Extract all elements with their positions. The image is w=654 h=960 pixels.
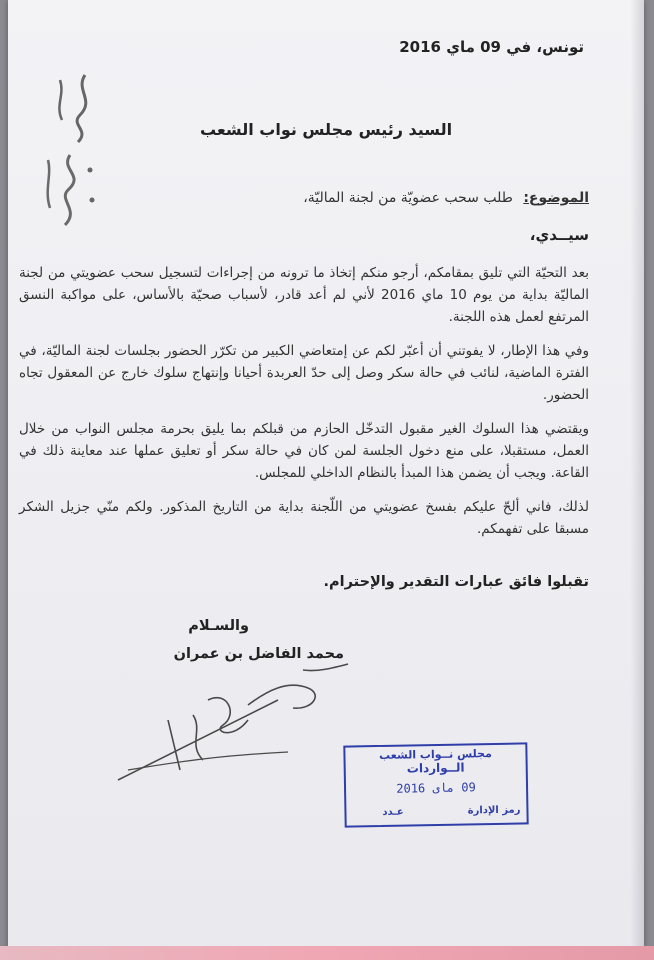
subject-line xyxy=(89,190,589,206)
addressee-line: السيد رئيس مجلس نواب الشعب xyxy=(199,120,453,139)
stamp-date: 09 ماى 2016 xyxy=(396,780,476,796)
letter-page xyxy=(8,0,644,950)
stamp-admin-code: رمز الإدارة xyxy=(467,804,521,817)
letter-date: تونس، في 09 ماي 2016 xyxy=(399,38,584,56)
subject-text: طلب سحب عضويّة من لجنة الماليّة، xyxy=(303,190,513,206)
closing-line: تقبلوا فائق عبارات التقدير والإحترام. xyxy=(323,574,589,590)
body-paragraph: وفي هذا الإطار، لا يفوتني أن أعبّر لكم عن إمتعاضي الكبير من تكرّر الحضور بجلسات لجنة الماليّة، في الفترة الماضية، لنائب في حالة سكر وصل إلى حدّ العربدة أحيانا وإنتهاج سلوك خارج عن المعقول تجاه الحضور. xyxy=(19,343,589,403)
letter-body xyxy=(19,262,589,552)
body-paragraph: بعد التحيّة التي تليق بمقامكم، أرجو منكم إتخاذ ما ترونه من إجراءات لتسجيل سحب عضويتي من لجنة الماليّة بداية من يوم 10 ماي 2016 لأني لم أعد قادر، لأسباب صحيّة بالأساس، على مواكبة النسق المرتفع لعمل هذه اللجنة. xyxy=(19,265,589,325)
body-paragraph: لذلك، فاني ألحّ عليكم بفسخ عضويتي من اللّجنة بداية من التاريخ المذكور. ولكم منّي جزيل الشكر مسبقا على تفهمكم. xyxy=(19,499,589,537)
signer-name: محمد الفاضل بن عمران xyxy=(173,646,344,662)
handwritten-signature xyxy=(108,660,358,800)
page-edge-shadow xyxy=(630,0,644,950)
peace-line: والسـلام xyxy=(188,618,249,634)
stamp-footer-row xyxy=(352,805,520,822)
incoming-mail-stamp xyxy=(343,742,528,827)
stamp-department: الــواردات xyxy=(406,760,465,776)
handwritten-margin-note xyxy=(30,60,110,240)
subject-label: الموضوع: xyxy=(523,190,589,206)
pink-folder-edge xyxy=(0,946,654,960)
body-paragraph: ويقتضي هذا السلوك الغير مقبول التدخّل الحازم من قبلكم بما يليق بحرمة مجلس النواب من خلال العمل، مستقبلا، على منع دخول الجلسة لمن كان في حالة سكر أو تعليق عملها عند معاينة ذلك في القاعة. ويجب أن يضمن هذا المبدأ بالنظام الداخلي للمجلس. xyxy=(19,421,589,481)
salutation: سيــدي، xyxy=(529,226,589,244)
stamp-organization: مجلس نــواب الشعب xyxy=(378,747,492,762)
stamp-number-label: عـدد xyxy=(382,806,404,818)
